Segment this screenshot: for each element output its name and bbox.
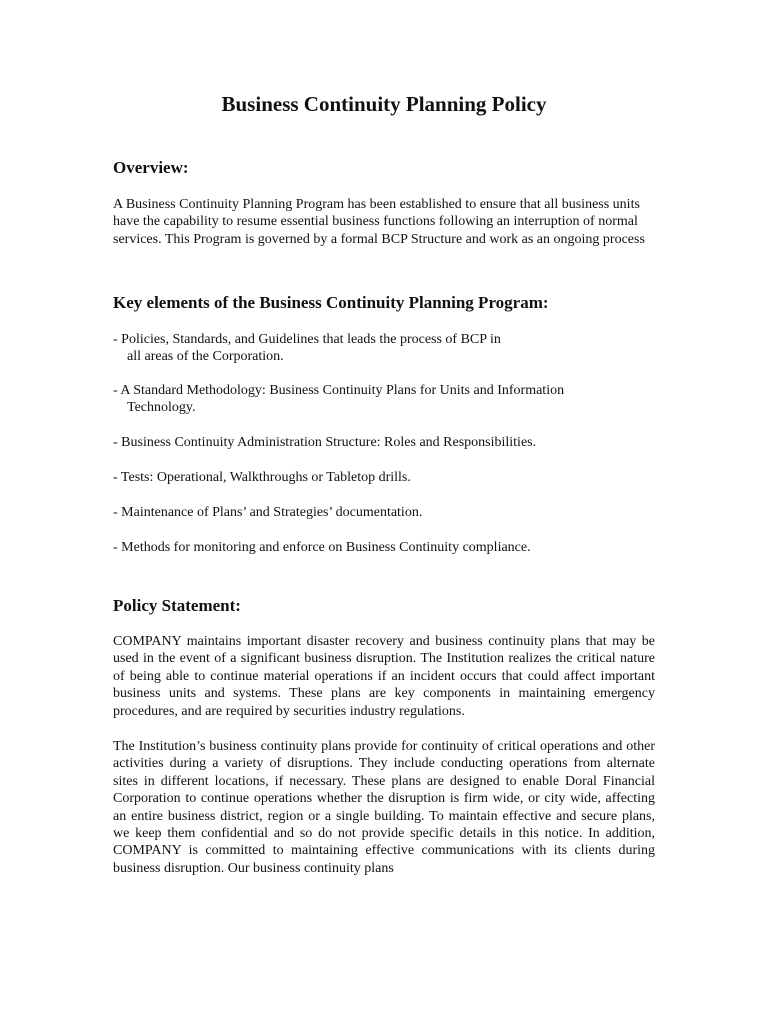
list-item [113, 382, 673, 417]
list-item-line: - Policies, Standards, and Guidelines that leads the process of BCP in [113, 332, 501, 347]
list-item-continuation: Technology. [127, 400, 196, 416]
policy-paragraph-2: The Institution’s business continuity plans provide for continuity of critical operations and other activities during a variety of disruptions. They include conducting operations from alternate sites in different locations, if necessary. These plans are designed to enable Doral Financial Corporation to continue operations whether the disruption is firm wide, or city wide, affecting an entire business district, region or a single building. To maintain effective and secure plans, we keep them confidential and so do not provide specific details in this notice. In addition, COMPANY is committed to maintaining effective communications with its clients during business disruption. Our business continuity plans [113, 739, 655, 876]
list-item [113, 469, 673, 486]
list-item-line: - Maintenance of Plans’ and Strategies’ documentation. [113, 505, 423, 520]
policy-paragraph-1: COMPANY maintains important disaster recovery and business continuity plans that may be used in the event of a significant business disruption. The Institution realizes the critical nature of being able to continue material operations if an incident occurs that could affect important business units and systems. These plans are key components in maintaining emergency procedures, and are required by securities industry regulations. [113, 634, 655, 719]
list-item-line: - A Standard Methodology: Business Continuity Plans for Units and Information [113, 383, 565, 398]
list-item [113, 504, 673, 521]
list-item-line: - Tests: Operational, Walkthroughs or Tabletop drills. [113, 470, 411, 485]
list-item-line: - Methods for monitoring and enforce on Business Continuity compliance. [113, 540, 531, 555]
list-item [113, 539, 673, 556]
page-title: Business Continuity Planning Policy [221, 92, 547, 116]
policy-statement-heading: Policy Statement: [113, 596, 241, 615]
list-item [113, 434, 673, 451]
overview-paragraph: A Business Continuity Planning Program has been established to ensure that all business units have the capability to resume essential business functions following an interruption of normal services. This Program is governed by a formal BCP Structure and work as an ongoing process [113, 197, 645, 247]
key-elements-heading: Key elements of the Business Continuity Planning Program: [113, 293, 549, 312]
list-item-continuation: all areas of the Corporation. [127, 349, 284, 365]
list-item-line: - Business Continuity Administration Structure: Roles and Responsibilities. [113, 435, 537, 450]
list-item [113, 331, 673, 366]
overview-heading: Overview: [113, 158, 189, 177]
